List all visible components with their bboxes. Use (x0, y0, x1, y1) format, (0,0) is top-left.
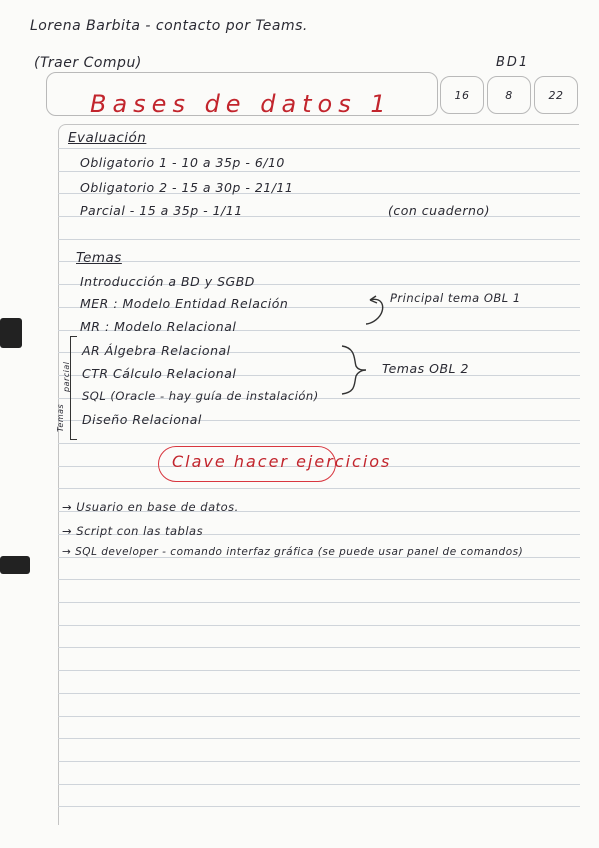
date-day: 16 (440, 76, 484, 114)
rule-line (58, 625, 580, 626)
rule-line (58, 239, 580, 240)
evaluacion-item: Parcial - 15 a 35p - 1/11 (80, 203, 243, 218)
clave-text: Clave hacer ejercicios (172, 452, 392, 471)
side-label-parcial: parcial (62, 361, 71, 392)
tema-item: Diseño Relacional (82, 412, 202, 427)
tema-item: Introducción a BD y SGBD (80, 274, 255, 289)
rule-line (58, 647, 580, 648)
header-line-2: (Traer Compu) (34, 55, 142, 71)
evaluacion-heading: Evaluación (68, 130, 147, 146)
bullet-item: → SQL developer - comando interfaz gráfica (se puede usar panel de comandos) (62, 546, 524, 558)
rule-line (58, 602, 580, 603)
parcial-bracket (70, 336, 77, 440)
rule-line (58, 738, 580, 739)
binder-ring-bottom (0, 556, 30, 574)
binder-ring-top (0, 318, 22, 348)
tema-item: SQL (Oracle - hay guía de instalación) (82, 389, 319, 403)
header-line-1: Lorena Barbita - contacto por Teams. (30, 18, 308, 34)
rule-line (58, 443, 580, 444)
note-temas-obl2: Temas OBL 2 (382, 361, 469, 376)
evaluacion-item: Obligatorio 1 - 10 a 35p - 6/10 (80, 155, 285, 170)
note-principal-obl1: Principal tema OBL 1 (390, 291, 521, 305)
subject-code: BD1 (496, 55, 530, 70)
temas-heading: Temas (76, 250, 122, 266)
side-label-temas: Temas (56, 403, 65, 432)
bullet-item: → Usuario en base de datos. (62, 500, 239, 514)
tema-item: MER : Modelo Entidad Relación (80, 296, 289, 311)
date-year: 22 (534, 76, 578, 114)
rule-line (58, 716, 580, 717)
tema-item: CTR Cálculo Relacional (82, 366, 237, 381)
rule-line (58, 261, 580, 262)
rule-line (58, 761, 580, 762)
page-title: Bases de datos 1 (90, 90, 392, 118)
rule-line (58, 806, 580, 807)
date-month: 8 (487, 76, 531, 114)
tema-item: MR : Modelo Relacional (80, 319, 237, 334)
bullet-item: → Script con las tablas (62, 524, 204, 538)
rule-line (58, 784, 580, 785)
rule-line (58, 693, 580, 694)
rule-line (58, 488, 580, 489)
rule-line (58, 148, 580, 149)
evaluacion-item: Obligatorio 2 - 15 a 30p - 21/11 (80, 180, 294, 195)
rule-line (58, 171, 580, 172)
evaluacion-note: (con cuaderno) (388, 203, 490, 218)
tema-item: AR Álgebra Relacional (82, 343, 231, 358)
rule-line (58, 670, 580, 671)
rule-line (58, 579, 580, 580)
